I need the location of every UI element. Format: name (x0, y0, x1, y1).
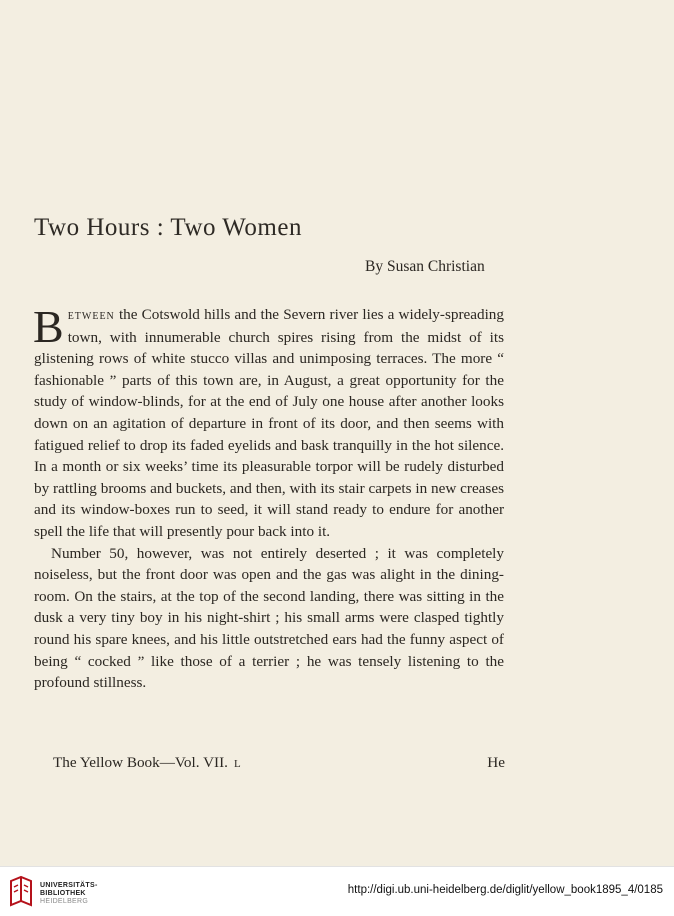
library-logo-icon[interactable] (8, 875, 34, 909)
library-name[interactable] (40, 882, 98, 906)
viewer-footer-bar (0, 866, 674, 916)
drop-cap: B (33, 301, 64, 352)
signature-mark: L (233, 758, 241, 770)
permalink-url[interactable]: http://digi.ub.uni-heidelberg.de/diglit/yellow_book1895_4/0185 (347, 884, 663, 896)
running-title: The Yellow Book—Vol. VII. (53, 754, 228, 771)
library-line-3: HEIDELBERG (40, 898, 89, 905)
first-word-small-caps: etween (67, 308, 115, 323)
page-footer (53, 754, 505, 772)
article-body (33, 301, 504, 694)
catchword: He (487, 754, 505, 771)
paragraph-2: Number 50, however, was not entirely deserted ; it was completely noiseless, but the front door was open and the gas was alight in the dining-room. On the stairs, at the top of the second landing, there was sitting in the dusk a very tiny boy in his night-shirt ; his small arms were clasped tightly round his spare knees, and his little outstretched ears had the funny aspect of being “ cocked ” like those of a terrier ; he was tensely listening to the profound stillness. (34, 544, 504, 692)
paragraph-1-text: the Cotswold hills and the Severn river lies a widely-spreading town, with innumerable church spires rising from the midst of its glistening rows of white stucco villas and unimposing terraces. The more “ fashionable ” parts of this town are, in August, a great opportunity for the study of window-blinds, for at the end of July one house after another looks down on an agitation of departure in front of its door, and then seems with fatigued relief to drop its faded eyelids and bask tranquilly in the hot silence. In a month or six weeks’ time its pleasurable torpor will be rudely disturbed by rattling brooms and buckets, and then, with its stair carpets in new creases and its window-boxes run to seed, it will stand ready to endure for another spell the life that will presently pour back into it. (34, 306, 504, 540)
paragraph-1 (33, 301, 504, 543)
article-title: Two Hours : Two Women (34, 214, 302, 241)
library-line-1: UNIVERSITÄTS- (40, 882, 98, 889)
byline: By Susan Christian (365, 258, 485, 275)
library-line-2: BIBLIOTHEK (40, 890, 86, 897)
